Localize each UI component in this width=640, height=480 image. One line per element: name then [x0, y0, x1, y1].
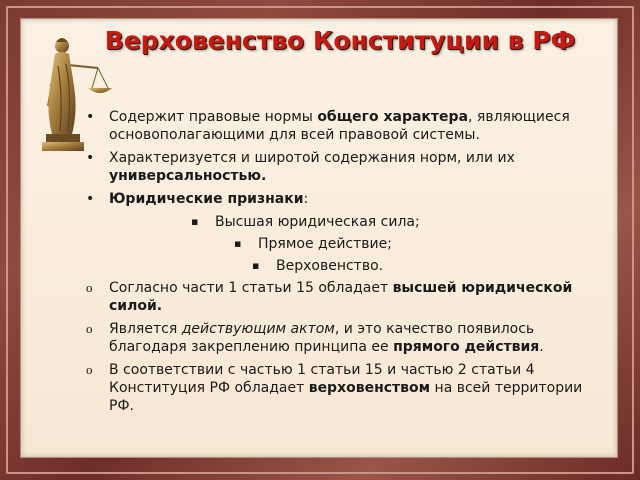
list-item: o В соответствии с частью 1 статьи 15 и частью 2 статьи 4 Конституция РФ обладает верховенством на всей территории РФ.: [86, 362, 583, 414]
slide-title: Верховенство Конституции в РФ: [104, 26, 576, 55]
list-item: • Юридические признаки:: [86, 191, 309, 207]
square-bullet-icon: ▪: [234, 237, 242, 250]
circle-bullet-marker: o: [86, 362, 93, 377]
bullet-marker: •: [86, 191, 95, 207]
list-item: o Является действующим актом, и это качество появилось благодаря закреплению принципа ее прямого действия.: [86, 321, 544, 355]
list-item: o Согласно части 1 статьи 15 обладает высшей юридической силой.: [86, 280, 573, 314]
square-bullet-icon: ▪: [191, 215, 199, 228]
square-bullet-icon: ▪: [252, 259, 260, 272]
circle-bullet-marker: o: [86, 321, 93, 336]
bullet-marker: •: [86, 150, 95, 166]
sub-list-item: ▪ Верховенство.: [252, 258, 384, 274]
sub-list-item: ▪ Высшая юридическая сила;: [191, 214, 420, 230]
bullet-marker: •: [86, 109, 95, 125]
list-item: • Характеризуется и широтой содержания норм, или их универсальностью.: [86, 150, 515, 184]
circle-bullet-marker: o: [86, 280, 93, 295]
list-item: • Содержит правовые нормы общего характера, являющиеся основополагающими для всей правовой системы.: [86, 109, 570, 143]
slide-content: [84, 108, 604, 420]
sub-list-item: ▪ Прямое действие;: [234, 236, 392, 252]
